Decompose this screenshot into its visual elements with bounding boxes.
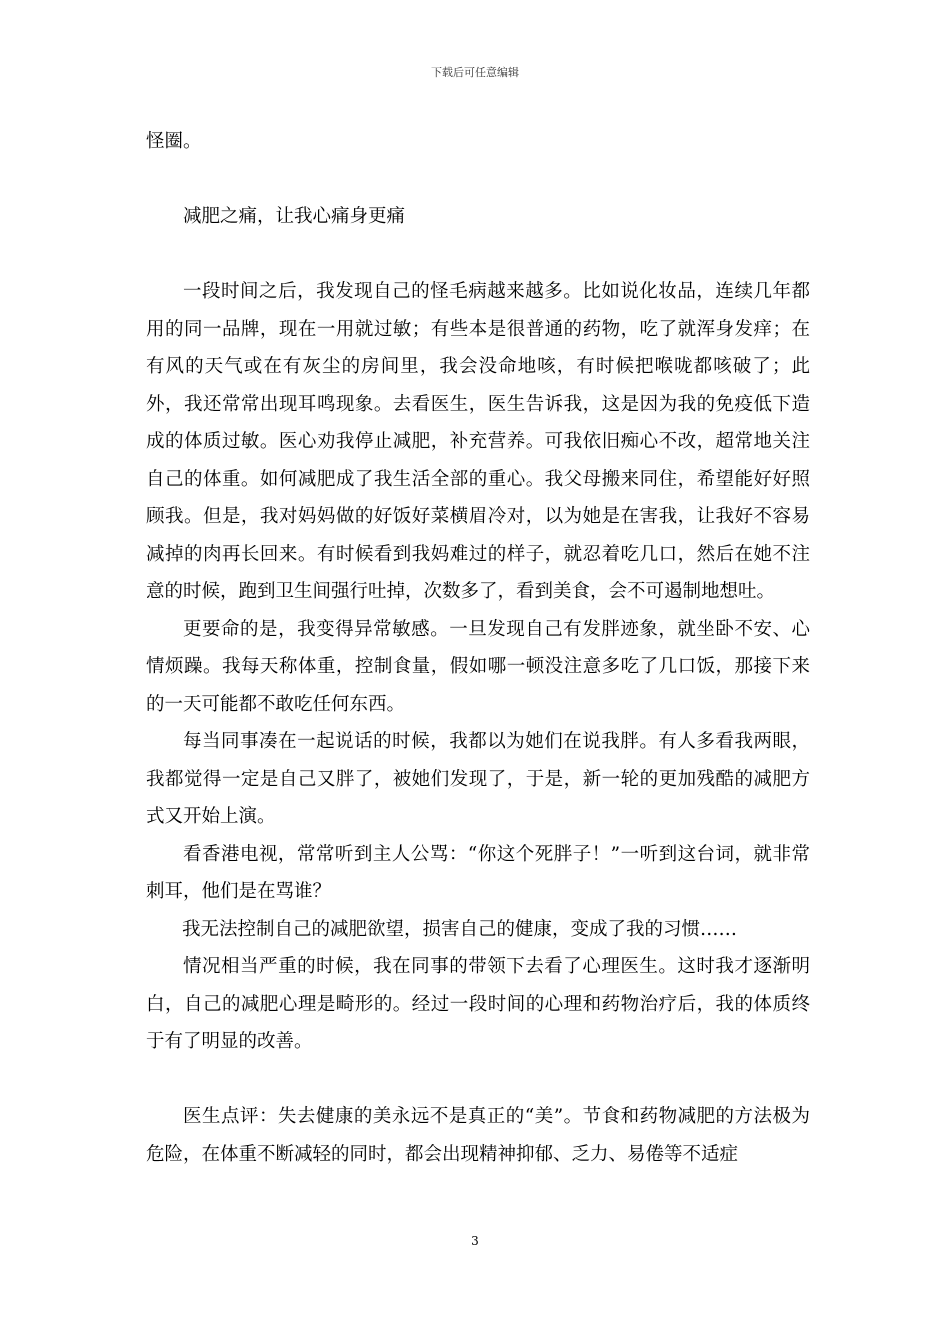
paragraph: 我无法控制自己的减肥欲望，损害自己的健康，变成了我的习惯……	[182, 918, 738, 940]
paragraph: 每当同事凑在一起说话的时候，我都以为她们在说我胖。有人多看我两眼，我都觉得一定是自己又胖了，被她们发现了，于是，新一轮的更加残酷的减肥方式又开始上演。	[146, 731, 810, 827]
page-header: 下载后可任意编辑	[431, 66, 519, 79]
paragraph-continuation: 怪圈。	[146, 131, 202, 152]
blank-line	[146, 1061, 810, 1099]
paragraph: 看香港电视，常常听到主人公骂：“你这个死胖子！”一听到这台词，就非常刺耳，他们是在骂谁？	[146, 843, 810, 902]
blank-line	[146, 236, 810, 274]
document-body	[146, 123, 810, 1173]
paragraph: 更要命的是，我变得异常敏感。一旦发现自己有发胖迹象，就坐卧不安、心情烦躁。我每天称体重，控制食量，假如哪一顿没注意多吃了几口饭，那接下来的一天可能都不敢吃任何东西。	[146, 618, 810, 715]
blank-line	[146, 161, 810, 199]
page-number: 3	[471, 1234, 479, 1248]
paragraph: 情况相当严重的时候，我在同事的带领下去看了心理医生。这时我才逐渐明白，自己的减肥心理是畸形的。经过一段时间的心理和药物治疗后，我的体质终于有了明显的改善。	[146, 956, 810, 1052]
section-heading: 减肥之痛，让我心痛身更痛	[183, 206, 406, 227]
paragraph: 一段时间之后，我发现自己的怪毛病越来越多。比如说化妆品，连续几年都用的同一品牌，现在一用就过敏；有些本是很普通的药物，吃了就浑身发痒；在有风的天气或在有灰尘的房间里，我会没命地咳，有时候把喉咙都咳破了；此外，我还常常出现耳鸣现象。去看医生，医生告诉我，这是因为我的免疫低下造成的体质过敏。医心劝我停止减肥，补充营养。可我依旧痴心不改，超常地关注自己的体重。如何减肥成了我生活全部的重心。我父母搬来同住，希望能好好照顾我。但是，我对妈妈做的好饭好菜横眉冷对，以为她是在害我，让我好不容易减掉的肉再长回来。有时候看到我妈难过的样子，就忍着吃几口，然后在她不注意的时候，跑到卫生间强行吐掉，次数多了，看到美食，会不可遏制地想吐。	[146, 281, 810, 602]
doctor-comment-paragraph: 医生点评：失去健康的美永远不是真正的“美”。节食和药物减肥的方法极为危险，在体重不断减轻的同时，都会出现精神抑郁、乏力、易倦等不适症	[146, 1106, 810, 1165]
